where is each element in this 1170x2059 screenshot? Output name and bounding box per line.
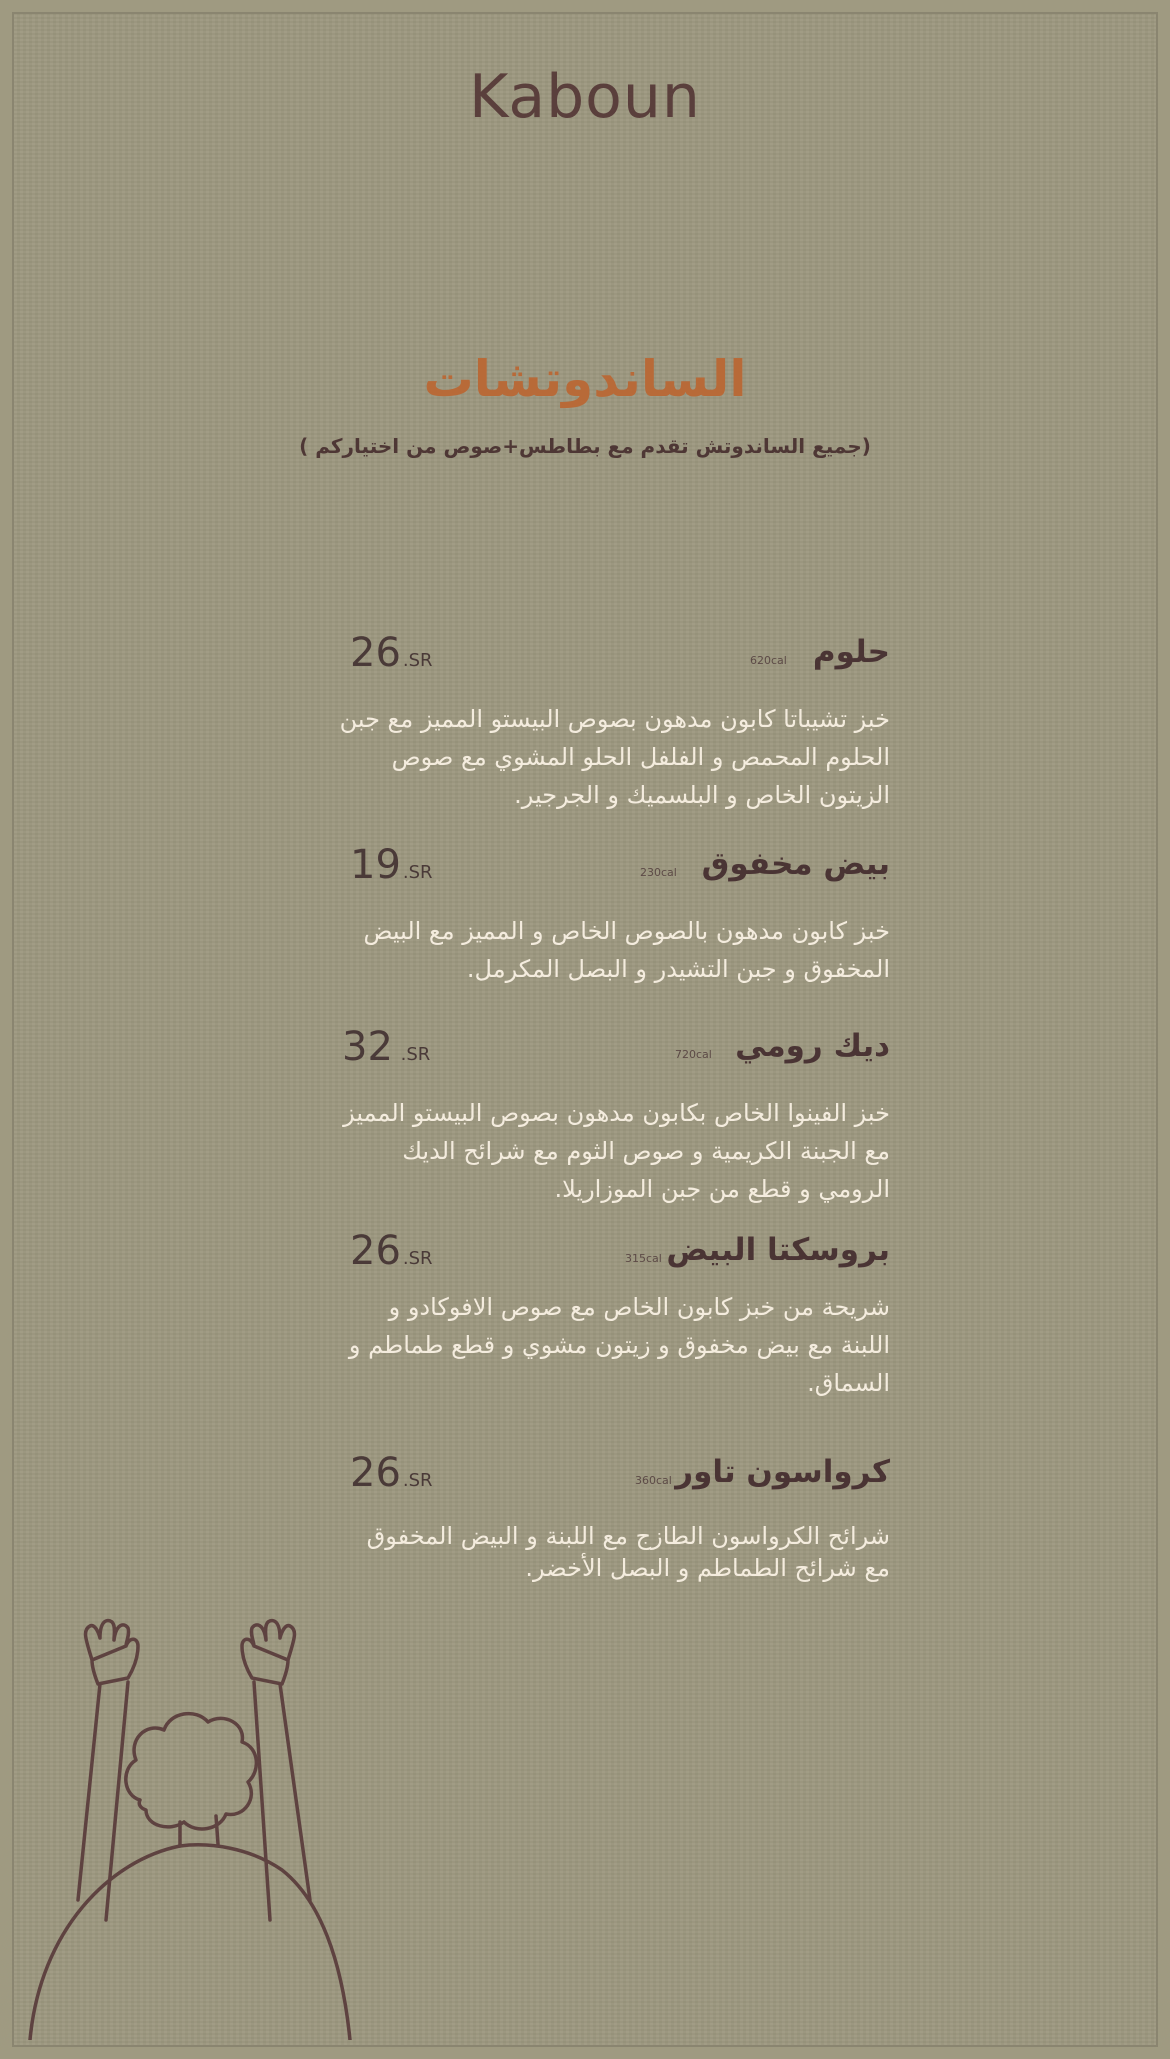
item-price: 32 .SR	[342, 1024, 431, 1070]
menu-item-scrambled-eggs	[330, 842, 890, 988]
item-calories: 620cal	[750, 654, 787, 667]
item-name: بيض مخفوق	[701, 846, 890, 882]
menu-item-egg-bruschetta	[330, 1228, 890, 1402]
section-subtitle: (جميع الساندوتش تقدم مع بطاطس+صوص من اختياركم )	[299, 434, 871, 458]
item-name: بروسكتا البيض	[666, 1232, 890, 1268]
item-description: خبز الفينوا الخاص بكابون مدهون بصوص البيستو المميز مع الجبنة الكريمية و صوص الثوم مع شرائح الديك الرومي و قطع من جبن الموزاريلا.	[343, 1099, 890, 1203]
item-price: 26 .SR	[350, 1228, 433, 1274]
section-title: الساندوتشات	[423, 350, 747, 408]
cheering-figure-illustration	[20, 1600, 360, 2040]
item-calories: 720cal	[675, 1048, 712, 1061]
item-description: شريحة من خبز كابون الخاص مع صوص الافوكادو و اللبنة مع بيض مخفوق و زيتون مشوي و قطع طماطم و السماق.	[348, 1293, 890, 1397]
menu-item-turkey	[330, 1024, 890, 1208]
item-calories: 315cal	[625, 1252, 662, 1265]
item-price: 19 .SR	[350, 842, 433, 888]
item-name: حلوم	[812, 634, 890, 670]
brand-logo: Kaboun	[469, 62, 701, 132]
item-description: شرائح الكرواسون الطازج مع اللبنة و البيض المخفوق مع شرائح الطماطم و البصل الأخضر.	[366, 1522, 890, 1582]
item-price: 26 .SR	[350, 630, 433, 676]
menu-item-croissant-tower	[330, 1450, 890, 1584]
item-description: خبز تشيباتا كابون مدهون بصوص البيستو المميز مع جبن الحلوم المحمص و الفلفل الحلو المشوي مع صوص الزيتون الخاص و البلسميك و الجرجير.	[339, 705, 890, 809]
item-calories: 360cal	[635, 1474, 672, 1487]
item-calories: 230cal	[640, 866, 677, 879]
item-description: خبز كابون مدهون بالصوص الخاص و المميز مع البيض المخفوق و جبن التشيدر و البصل المكرمل.	[363, 917, 890, 983]
item-name: ديك رومي	[735, 1028, 890, 1064]
menu-item-halloumi	[330, 630, 890, 814]
item-price: 26 .SR	[350, 1450, 433, 1496]
item-name: كرواسون تاور	[675, 1454, 890, 1490]
